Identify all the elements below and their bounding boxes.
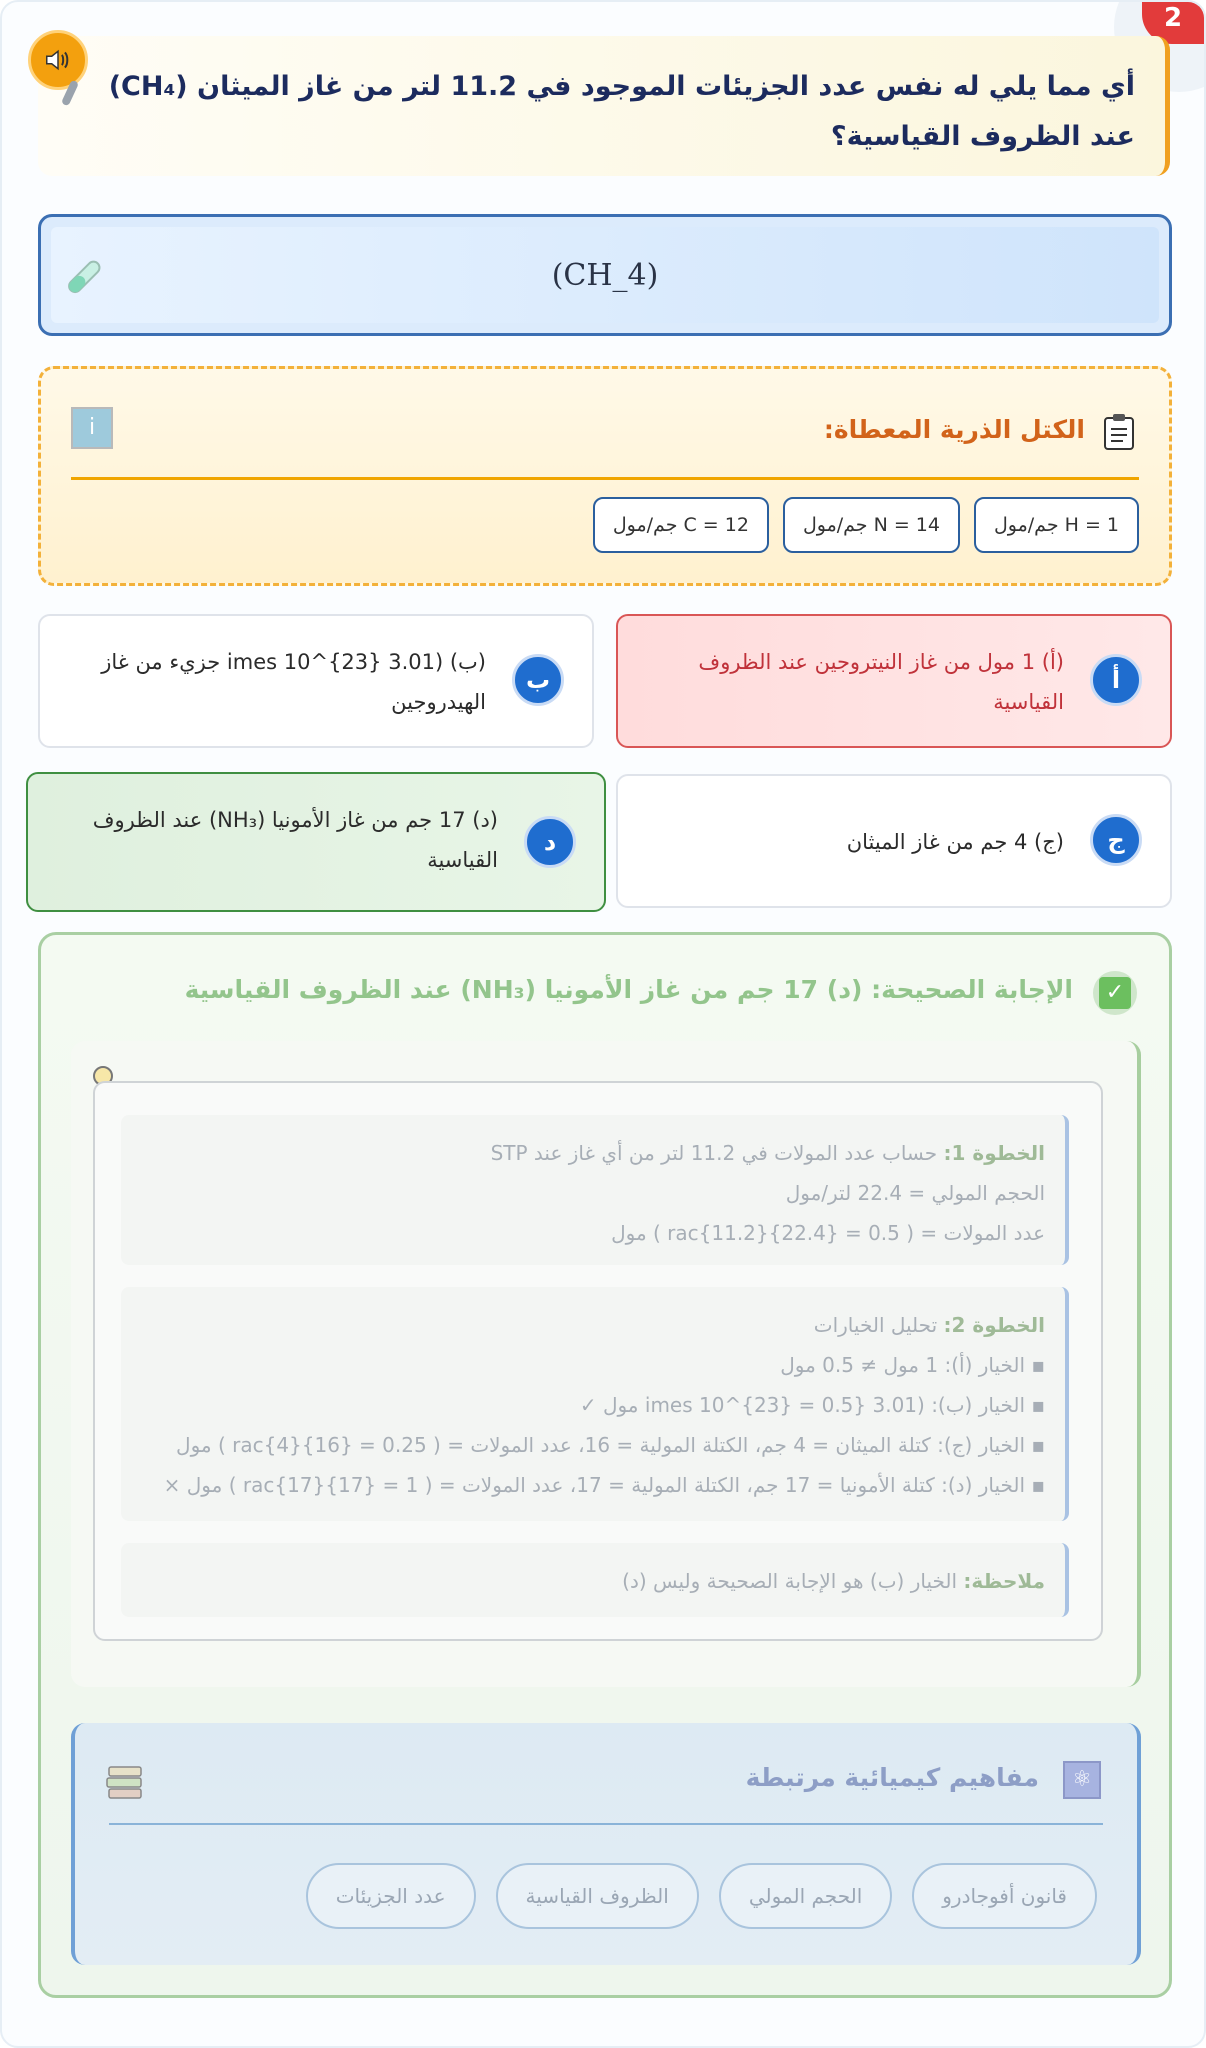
concept-tag-molecule-count[interactable]: عدد الجزيئات [306,1863,476,1929]
step-2-item-a: ▪ الخيار (أ): 1 مول ≠ 0.5 مول [141,1345,1045,1385]
explanation-box [93,1081,1103,1641]
concept-tag-stp[interactable]: الظروف القياسية [496,1863,699,1929]
option-b-text: (ب) (3.01 {imes 10^{23 جزيء من غاز الهيدروجين [101,650,486,714]
option-d-letter: د [524,816,576,868]
atomic-masses-divider [71,477,1139,480]
formula-text: (CH_4) [551,257,659,293]
option-a-text: (أ) 1 مول من غاز النيتروجين عند الظروف القياسية [698,650,1064,714]
option-d[interactable] [26,772,606,912]
option-c-text: (ج) 4 جم من غاز الميثان [846,830,1064,854]
atom-icon: ⚛ [1063,1761,1101,1799]
step-2-label: الخطوة 2: [943,1313,1045,1337]
question-card [38,36,1170,176]
step-1 [121,1115,1069,1265]
speaker-button[interactable] [28,30,88,90]
step-2-item-c: ▪ الخيار (ج): كتلة الميثان = 4 جم، الكتلة المولية = 16، عدد المولات = ( rac{4}{16} = 0.25 ) مول [141,1425,1045,1465]
check-icon [1093,971,1137,1015]
atomic-masses-chips [593,497,1139,553]
explanation-wrapper [71,1041,1141,1687]
option-a-letter: أ [1090,654,1142,706]
step-1-title: حساب عدد المولات في 11.2 لتر من أي غاز عند STP [490,1141,938,1165]
question-text: أي مما يلي له نفس عدد الجزيئات الموجود في 11.2 لتر من غاز الميثان (CH₄) عند الظروف القياسية؟ [108,71,1135,152]
clipboard-icon [1103,413,1135,451]
mass-chip-c: C = 12 جم/مول [593,497,769,553]
answer-section [38,932,1172,1998]
note-line [141,1561,1045,1601]
option-b-letter: ب [512,654,564,706]
option-a[interactable] [616,614,1172,748]
concept-tag-molar-volume[interactable]: الحجم المولي [719,1863,892,1929]
note-text: الخيار (ب) هو الإجابة الصحيحة وليس (د) [622,1569,958,1593]
option-c-letter: ج [1090,814,1142,866]
books-icon [105,1763,145,1803]
step-1-line-1: الحجم المولي = 22.4 لتر/مول [785,1181,1045,1205]
check-mark: ✓ [1099,977,1131,1009]
related-concepts-divider [109,1823,1103,1825]
step-1-line-2: عدد المولات = ( rac{11.2}{22.4} = 0.5 ) مول [611,1221,1045,1245]
step-1-label: الخطوة 1: [943,1141,1045,1165]
option-c[interactable] [616,774,1172,908]
speaker-icon [43,45,73,75]
step-2-item-d: ▪ الخيار (د): كتلة الأمونيا = 17 جم، الكتلة المولية = 17، عدد المولات = ( rac{17}{17} = 1 ) مول × [141,1465,1045,1505]
test-tube-icon [61,257,109,301]
mass-chip-h: H = 1 جم/مول [974,497,1139,553]
formula-box [38,214,1172,336]
atomic-masses-box [38,366,1172,586]
note [121,1543,1069,1617]
concept-tags [306,1863,1097,1929]
atomic-masses-title: الكتل الذرية المعطاة: [823,415,1085,444]
step-2-item-b: ▪ الخيار (ب): (3.01 {imes 10^{23} = 0.5 مول ✓ [141,1385,1045,1425]
step-2-heading [141,1305,1045,1345]
related-concepts [71,1723,1141,1965]
option-b[interactable] [38,614,594,748]
related-concepts-title: مفاهيم كيميائية مرتبطة [745,1763,1039,1792]
note-label: ملاحظة: [963,1569,1045,1593]
formula-inner [51,227,1159,323]
mass-chip-n: N = 14 جم/مول [783,497,960,553]
question-number-badge: 2 [1142,0,1204,44]
step-2-title: تحليل الخيارات [813,1313,938,1337]
correct-answer-title: الإجابة الصحيحة: (د) 17 جم من غاز الأمونيا (NH₃) عند الظروف القياسية [184,975,1073,1004]
step-1-heading [141,1133,1045,1173]
concept-tag-avogadro[interactable]: قانون أفوجادرو [912,1863,1097,1929]
step-2 [121,1287,1069,1521]
info-icon[interactable]: i [71,407,113,449]
option-d-text: (د) 17 جم من غاز الأمونيا (NH₃) عند الظروف القياسية [92,808,498,872]
